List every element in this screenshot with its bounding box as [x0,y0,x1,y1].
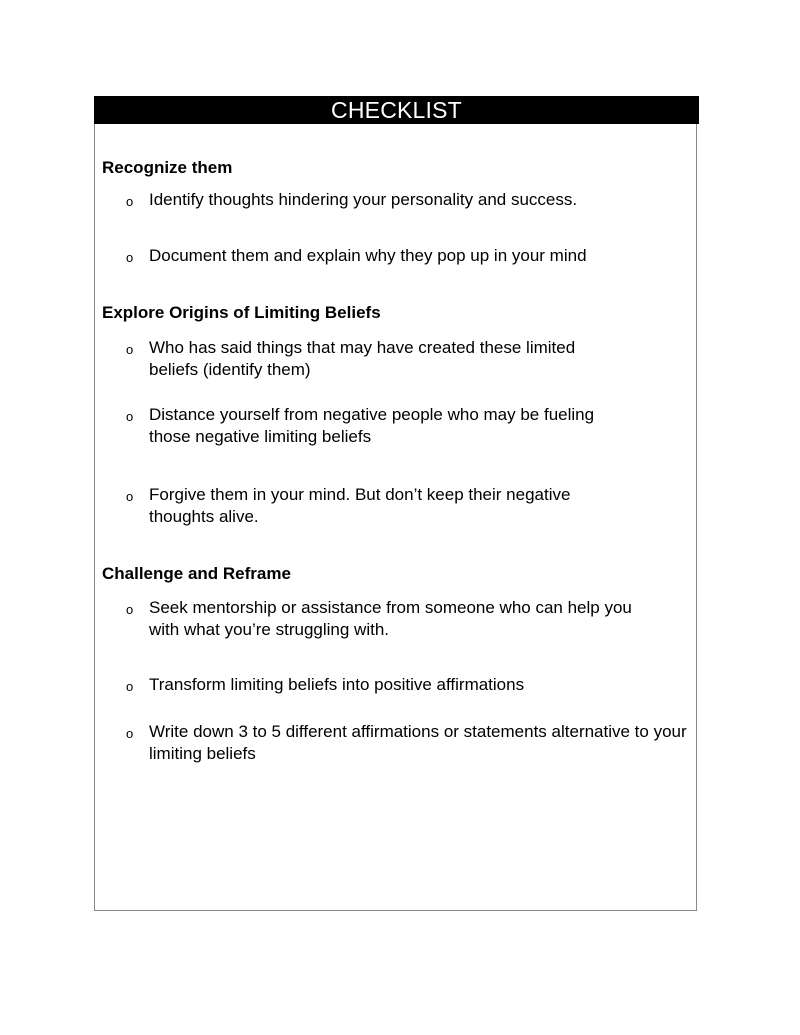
bullet-circle-icon: o [126,342,134,357]
bullet-circle-icon: o [126,409,134,424]
checklist-item-text: Document them and explain why they pop up in your mind [149,246,587,265]
checklist-title: CHECKLIST [94,96,699,124]
section-heading-explore-origins: Explore Origins of Limiting Beliefs [102,303,381,322]
bullet-circle-icon: o [126,250,134,265]
bullet-circle-icon: o [126,679,134,694]
section-heading-recognize: Recognize them [102,158,233,177]
bullet-circle-icon: o [126,489,134,504]
section-heading-challenge-reframe: Challenge and Reframe [102,564,291,583]
checklist-item-text: Forgive them in your mind. But don’t keep their negative thoughts alive. [149,485,571,526]
checklist-item-text: Who has said things that may have created these limited beliefs (identify them) [149,338,576,379]
checklist-item-text: Identify thoughts hindering your personality and success. [149,190,578,209]
checklist-item-text: Distance yourself from negative people who may be fueling those negative limiting beliefs [149,405,595,446]
bullet-circle-icon: o [126,726,134,741]
checklist-item-text: Seek mentorship or assistance from someone who can help you with what you’re struggling with. [149,598,632,639]
checklist-item-text: Transform limiting beliefs into positive affirmations [149,675,525,694]
bullet-circle-icon: o [126,602,134,617]
bullet-circle-icon: o [126,194,134,209]
checklist-item-text: Write down 3 to 5 different affirmations or statements alternative to your limiting beliefs [149,722,687,763]
